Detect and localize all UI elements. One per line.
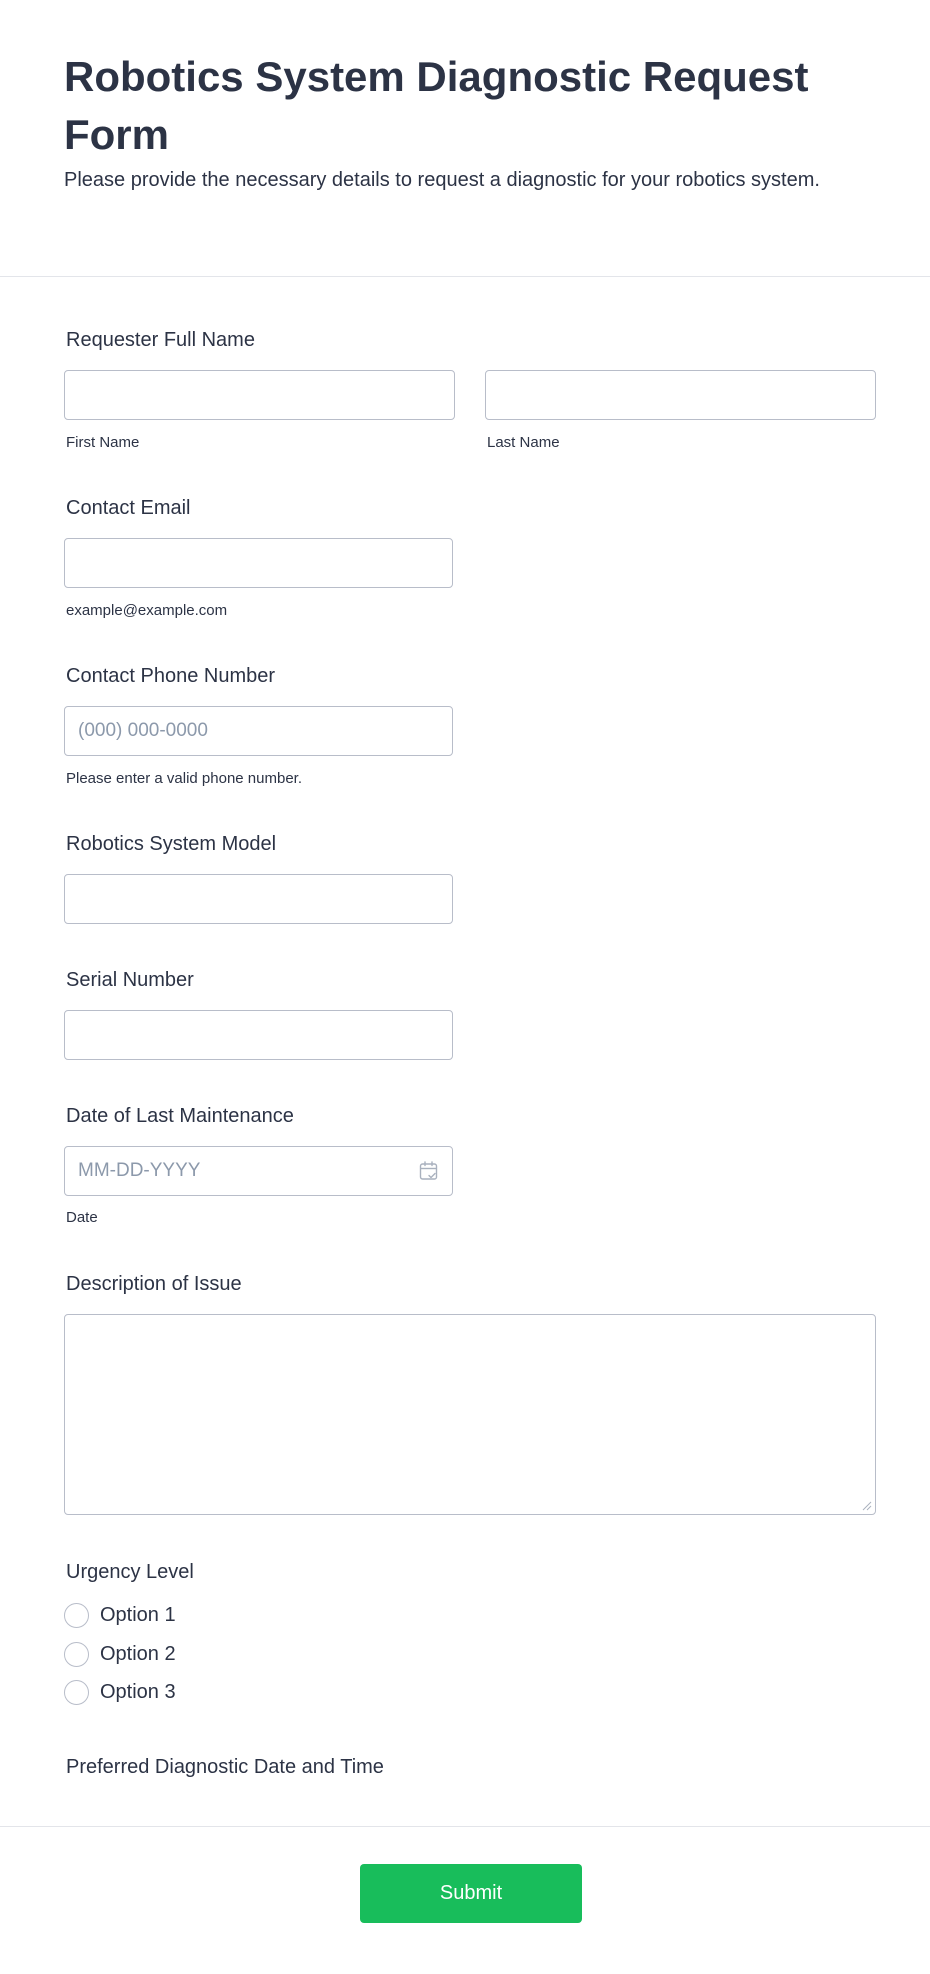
phone-input[interactable]	[64, 706, 453, 756]
urgency-option-3[interactable]	[64, 1679, 176, 1705]
urgency-label: Urgency Level	[66, 1561, 194, 1583]
urgency-option-2[interactable]	[64, 1641, 176, 1667]
radio-label: Option 2	[100, 1643, 176, 1665]
radio-button[interactable]	[64, 1642, 89, 1667]
email-sublabel: example@example.com	[66, 602, 228, 619]
maintenance-date-label: Date of Last Maintenance	[66, 1105, 294, 1127]
resize-grip-icon[interactable]	[860, 1499, 872, 1511]
form-header	[0, 0, 930, 277]
serial-input[interactable]	[64, 1010, 453, 1060]
full-name-label: Requester Full Name	[66, 329, 255, 351]
description-textarea[interactable]	[64, 1314, 876, 1515]
urgency-option-1[interactable]	[64, 1602, 176, 1628]
first-name-sublabel: First Name	[66, 434, 140, 451]
email-input[interactable]	[64, 538, 453, 588]
maintenance-date-sublabel: Date	[66, 1209, 98, 1226]
maintenance-date-input[interactable]	[64, 1146, 453, 1196]
radio-button[interactable]	[64, 1680, 89, 1705]
page-subtitle: Please provide the necessary details to request a diagnostic for your robotics system.	[64, 169, 820, 191]
page-title: Robotics System Diagnostic Request Form	[64, 53, 809, 158]
phone-label: Contact Phone Number	[66, 665, 276, 687]
radio-button[interactable]	[64, 1603, 89, 1628]
radio-label: Option 1	[100, 1604, 176, 1626]
model-input[interactable]	[64, 874, 453, 924]
serial-label: Serial Number	[66, 969, 194, 991]
model-label: Robotics System Model	[66, 833, 277, 855]
submit-button[interactable]: Submit	[360, 1864, 582, 1923]
description-label: Description of Issue	[66, 1273, 242, 1295]
first-name-input[interactable]	[64, 370, 455, 420]
phone-sublabel: Please enter a valid phone number.	[66, 770, 302, 787]
preferred-datetime-label: Preferred Diagnostic Date and Time	[66, 1756, 384, 1778]
radio-label: Option 3	[100, 1681, 176, 1703]
last-name-input[interactable]	[485, 370, 876, 420]
email-label: Contact Email	[66, 497, 191, 519]
calendar-icon[interactable]	[418, 1160, 440, 1182]
last-name-sublabel: Last Name	[487, 434, 560, 451]
